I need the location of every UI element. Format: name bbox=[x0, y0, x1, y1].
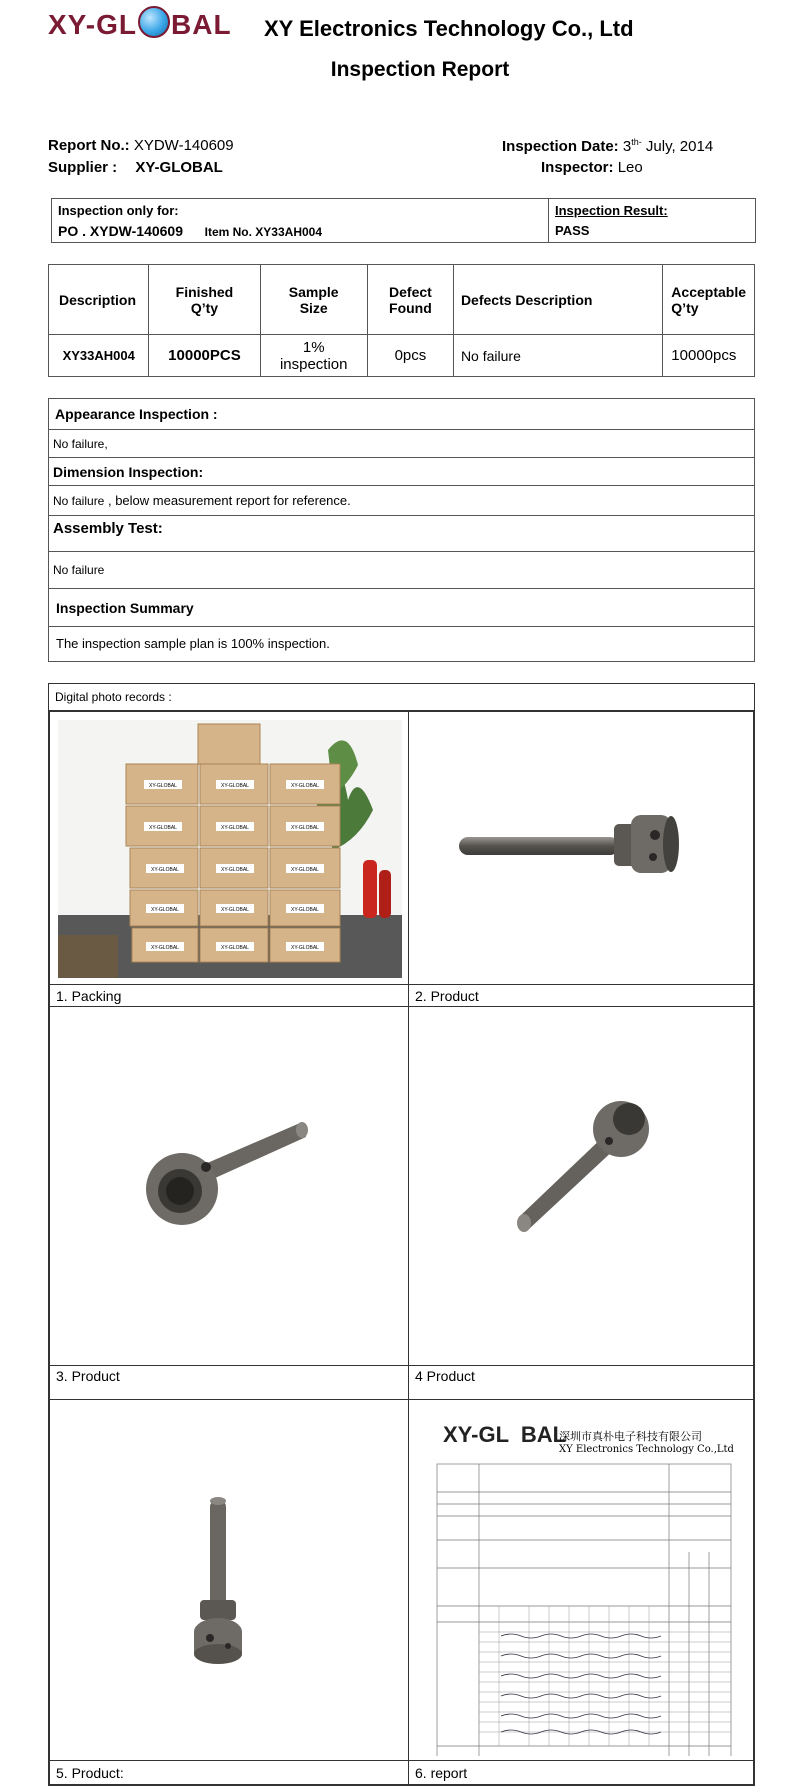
td-description: XY33AH004 bbox=[49, 335, 149, 377]
product-photo-5 bbox=[50, 1400, 408, 1760]
box-label: XY-GLOBAL bbox=[149, 825, 177, 831]
box-label: XY-GLOBAL bbox=[151, 945, 179, 951]
th-defect-found: Defect Found bbox=[367, 265, 453, 335]
inspector-label: Inspector: bbox=[541, 159, 614, 176]
scope-divider bbox=[548, 199, 549, 242]
td-acceptable-qty: 10000pcs bbox=[663, 335, 755, 377]
appearance-text: No failure, bbox=[49, 430, 754, 458]
photo-product-3 bbox=[49, 1006, 409, 1366]
summary-table bbox=[48, 264, 755, 377]
inspection-date bbox=[502, 137, 713, 155]
packing-photo bbox=[58, 720, 402, 978]
report-thumb-company-en: XY Electronics Technology Co.,Ltd bbox=[559, 1444, 734, 1455]
photo-records bbox=[48, 683, 755, 1786]
supplier-value: XY-GLOBAL bbox=[135, 159, 223, 176]
dimension-text-b: , below measurement report for reference. bbox=[104, 493, 351, 508]
box-label: XY-GLOBAL bbox=[291, 825, 319, 831]
inspection-date-day: 3 bbox=[622, 138, 632, 155]
product-photo-3 bbox=[50, 1007, 408, 1365]
assembly-text: No failure bbox=[49, 552, 754, 589]
scope-label: Inspection only for: bbox=[58, 203, 179, 218]
product-photo-2 bbox=[409, 712, 753, 982]
th-acceptable-qty: Acceptable Q’ty bbox=[663, 265, 755, 335]
inspection-sections bbox=[48, 398, 755, 662]
company-name: XY Electronics Technology Co., Ltd bbox=[264, 16, 634, 41]
photo-product-4 bbox=[408, 1006, 754, 1366]
box-label: XY-GLOBAL bbox=[221, 783, 249, 789]
supplier bbox=[48, 159, 223, 176]
th-sample-size: Sample Size bbox=[260, 265, 367, 335]
photo-product-2 bbox=[408, 711, 754, 985]
summary-title: Inspection Summary bbox=[49, 589, 754, 627]
photo-records-label: Digital photo records : bbox=[49, 684, 754, 711]
photo-report bbox=[408, 1399, 754, 1761]
td-defects-description: No failure bbox=[453, 335, 662, 377]
td-defect-found: 0pcs bbox=[367, 335, 453, 377]
inspector bbox=[541, 159, 643, 176]
scope-item: Item No. XY33AH004 bbox=[204, 225, 323, 239]
box-label: XY-GLOBAL bbox=[151, 867, 179, 873]
dimension-text bbox=[49, 486, 754, 516]
table-row bbox=[49, 335, 755, 377]
page-title: Inspection Report bbox=[330, 58, 510, 81]
td-sample-size: 1% inspection bbox=[260, 335, 367, 377]
summary-text: The inspection sample plan is 100% inspection. bbox=[56, 636, 330, 651]
caption-1: 1. Packing bbox=[49, 984, 409, 1007]
box-label: XY-GLOBAL bbox=[221, 907, 249, 913]
box-label: XY-GLOBAL bbox=[221, 945, 249, 951]
caption-5: 5. Product: bbox=[49, 1760, 409, 1785]
inspection-date-sup: th- bbox=[631, 137, 642, 147]
box-label: XY-GLOBAL bbox=[151, 907, 179, 913]
th-defects-description: Defects Description bbox=[453, 265, 662, 335]
photo-product-5 bbox=[49, 1399, 409, 1761]
caption-2: 2. Product bbox=[408, 984, 754, 1007]
inspection-date-label: Inspection Date: bbox=[502, 138, 619, 155]
report-thumb-company-cn: 深圳市真朴电子科技有限公司 bbox=[559, 1430, 702, 1443]
box-label: XY-GLOBAL bbox=[149, 783, 177, 789]
caption-6: 6. report bbox=[408, 1760, 754, 1785]
result-label: Inspection Result: bbox=[555, 203, 668, 218]
inspector-value: Leo bbox=[617, 159, 643, 176]
caption-3: 3. Product bbox=[49, 1365, 409, 1400]
report-thumb-logo: XY-GL BAL bbox=[443, 1422, 567, 1447]
result-value: PASS bbox=[555, 223, 590, 238]
globe-icon bbox=[138, 6, 170, 38]
report-no-value: XYDW-140609 bbox=[133, 137, 234, 154]
box-label: XY-GLOBAL bbox=[221, 867, 249, 873]
report-no bbox=[48, 137, 234, 154]
box-label: XY-GLOBAL bbox=[291, 867, 319, 873]
company-logo bbox=[48, 6, 248, 46]
report-thumb-form bbox=[409, 1456, 753, 1756]
scope-box bbox=[51, 198, 756, 243]
box-label: XY-GLOBAL bbox=[291, 907, 319, 913]
th-description: Description bbox=[49, 265, 149, 335]
product-photo-4 bbox=[409, 1007, 753, 1365]
dimension-title: Dimension Inspection: bbox=[49, 458, 754, 486]
scope-po-item bbox=[58, 223, 322, 239]
box-label: XY-GLOBAL bbox=[291, 783, 319, 789]
photo-packing bbox=[49, 711, 409, 985]
scope-po: PO . XYDW-140609 bbox=[58, 223, 183, 239]
box-label: XY-GLOBAL bbox=[291, 945, 319, 951]
inspection-date-rest: July, 2014 bbox=[645, 138, 714, 155]
assembly-title: Assembly Test: bbox=[49, 516, 754, 552]
logo-text-left: XY-GL bbox=[48, 9, 138, 40]
appearance-title: Appearance Inspection : bbox=[49, 399, 754, 430]
table-header-row bbox=[49, 265, 755, 335]
td-finished-qty: 10000PCS bbox=[149, 335, 260, 377]
logo-text-right: BAL bbox=[171, 9, 232, 40]
supplier-label: Supplier : bbox=[48, 159, 118, 176]
caption-4: 4 Product bbox=[408, 1365, 754, 1400]
report-no-label: Report No.: bbox=[48, 137, 130, 154]
box-label: XY-GLOBAL bbox=[221, 825, 249, 831]
dimension-text-a: No failure bbox=[53, 493, 105, 508]
th-finished-qty: Finished Q’ty bbox=[149, 265, 260, 335]
